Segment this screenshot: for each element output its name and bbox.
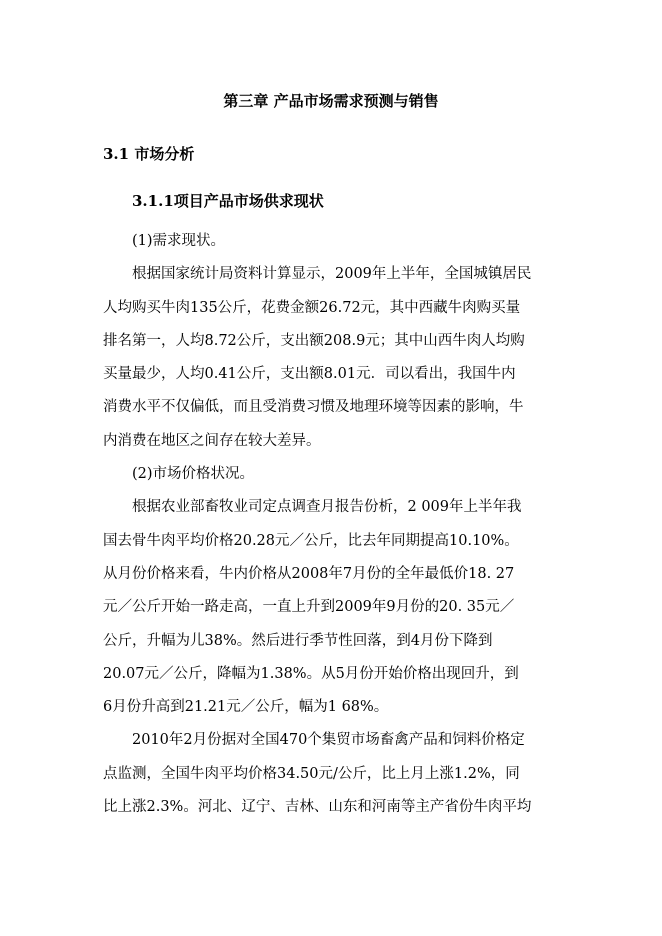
text-line: 买量最少，人均0.41公斤，支出额8.01元．司以看出，我国牛内	[103, 366, 516, 383]
text-line: 2010年2月份据对全国470个集贸市场畜禽产品和饲料价格定	[132, 732, 525, 749]
demand-status-heading: (1)需求现状。	[132, 233, 226, 249]
text-line: 国去骨牛肉平均价格20.28元／公斤，比去年同期提高10.10%。	[103, 532, 519, 549]
text-line: 排名第一，人均8.72公斤，支出额208.9元；其中山西牛肉人均购	[103, 332, 525, 349]
text-line: 根据农业部畜牧业司定点调查月报告份析，2 009年上半年我	[132, 499, 522, 516]
text-line: 从月份价格来看，牛内价格从2008年7月份的全年最低价18. 27	[103, 565, 515, 582]
chapter-title: 第三章 产品市场需求预测与销售	[223, 92, 439, 110]
text-line: 根据国家统计局资料计算显示，2009年上半年，全国城镇居民	[132, 266, 532, 283]
section-title: 3.1 市场分析	[103, 145, 195, 163]
text-line: 内消费在地区之间存在较大差异。	[103, 432, 321, 449]
text-line: 人均购买牛肉135公斤，花费金额26.72元，其中西藏牛肉购买量	[103, 299, 521, 316]
subsection-title: 3.1.1项目产品市场供求现状	[132, 192, 324, 210]
text-line: 消费水平不仅偏低，而且受消费习惯及地理环境等因素的影响，牛	[103, 399, 524, 416]
text-line: 公斤，升幅为儿38%。然后进行季节性回落，到4月份下降到	[103, 632, 493, 649]
body-text	[103, 225, 565, 824]
text-line: 6月份升高到21.21元／公斤，幅为1 68%。	[103, 699, 389, 716]
text-line: 20.07元／公斤，降幅为1.38%。从5月份开始价格出现回升，到	[103, 665, 519, 682]
text-line: 比上涨2.3%。河北、辽宁、吉林、山东和河南等主产省份牛肉平均	[103, 799, 532, 816]
text-line: 元／公斤开始一路走高，一直上升到2009年9月份的20. 35元／	[103, 599, 515, 616]
text-line: 点监测，全国牛肉平均价格34.50元/公斤，比上月上涨1.2%，同	[103, 765, 520, 782]
market-price-heading: (2)市场价格状况。	[132, 466, 255, 483]
